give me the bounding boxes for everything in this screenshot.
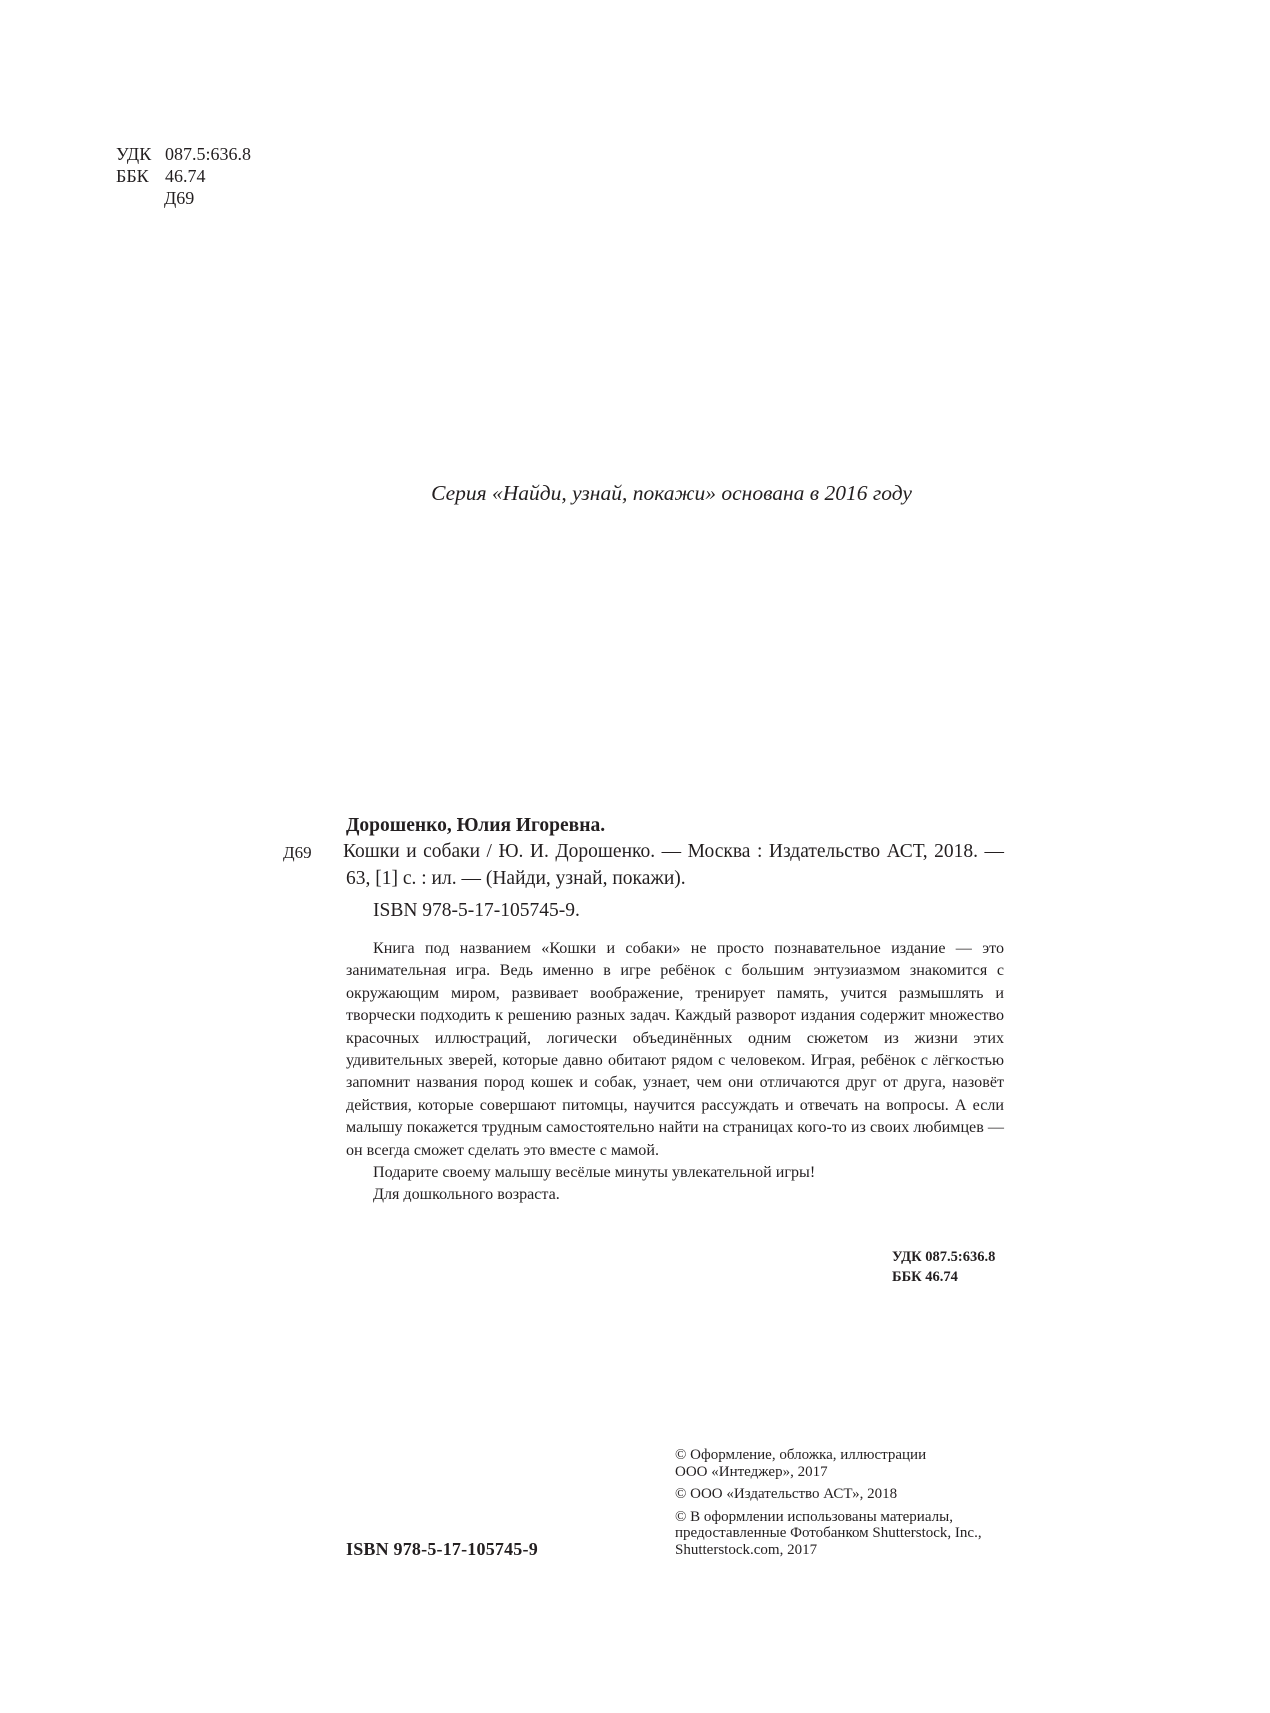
- copyright-shutterstock: [675, 1509, 982, 1559]
- copyright-line: © В оформлении использованы материалы,: [675, 1508, 953, 1525]
- annotation-paragraph: Для дошкольного возраста.: [373, 1186, 560, 1204]
- bib-author-code: Д69: [283, 843, 312, 862]
- bbk-label: ББК: [116, 166, 149, 186]
- bbk-row: [116, 165, 251, 187]
- bib-description: Кошки и собаки / Ю. И. Дорошенко. — Москва : Издательство АСТ, 2018. — 63, [1] с. : ил. — (Найди, узнай, покажи).: [343, 841, 1004, 889]
- classification-top: [116, 143, 251, 209]
- udk-bottom: УДК 087.5:636.8: [892, 1249, 996, 1265]
- udk-row: [116, 143, 251, 165]
- bbk-value: 46.74: [165, 166, 206, 186]
- author-code-top: Д69: [164, 188, 195, 208]
- copyright-design: [675, 1447, 982, 1480]
- annotation: [346, 938, 1004, 1207]
- copyright-line: предоставленные Фотобанком Shutterstock, Inc.,: [675, 1525, 982, 1541]
- copyright-line: ООО «Интеджер», 2017: [675, 1463, 828, 1480]
- bbk-bottom: ББК 46.74: [892, 1269, 958, 1285]
- annotation-paragraph: Подарите своему малышу весёлые минуты увлекательной игры!: [373, 1164, 816, 1182]
- bib-isbn: ISBN 978-5-17-105745-9.: [373, 900, 580, 921]
- bib-author: Дорошенко, Юлия Игоревна.: [346, 815, 606, 836]
- classification-bottom: [892, 1247, 995, 1287]
- copyright-line: © Оформление, обложка, иллюстрации: [675, 1447, 927, 1463]
- udk-label: УДК: [116, 144, 152, 164]
- copyright-line: Shutterstock.com, 2017: [675, 1541, 818, 1558]
- series-note: Серия «Найди, узнай, покажи» основана в 2016 году: [431, 481, 912, 505]
- copyright-block: [675, 1447, 982, 1564]
- isbn-bottom: ISBN 978-5-17-105745-9: [346, 1539, 538, 1559]
- annotation-paragraph: Книга под названием «Кошки и собаки» не просто познавательное издание — это занимательная игра. Ведь именно в игре ребёнок с большим энтузиазмом знакомится с окружающим миром, развивает воображение, тренирует память, учится размышлять и творчески подходить к решению разных задач. Каждый разворот издания содержит множество красочных иллюстраций, логически объединённых одним сюжетом из жизни этих удивительных зверей, которые давно обитают рядом с человеком. Играя, ребёнок с лёгкостью запомнит названия пород кошек и собак, узнает, чем они отличаются друг от друга, назовёт действия, которые совершают питомцы, научится рассуждать и отвечать на вопросы. А если малышу покажется трудным самостоятельно найти на страницах кого-то из своих любимцев — он всегда сможет сделать это вместе с мамой.: [346, 940, 1004, 1159]
- copyright-publisher: © ООО «Издательство АСТ», 2018: [675, 1486, 898, 1502]
- bib-description-block: [343, 838, 1004, 892]
- udk-value: 087.5:636.8: [165, 144, 252, 164]
